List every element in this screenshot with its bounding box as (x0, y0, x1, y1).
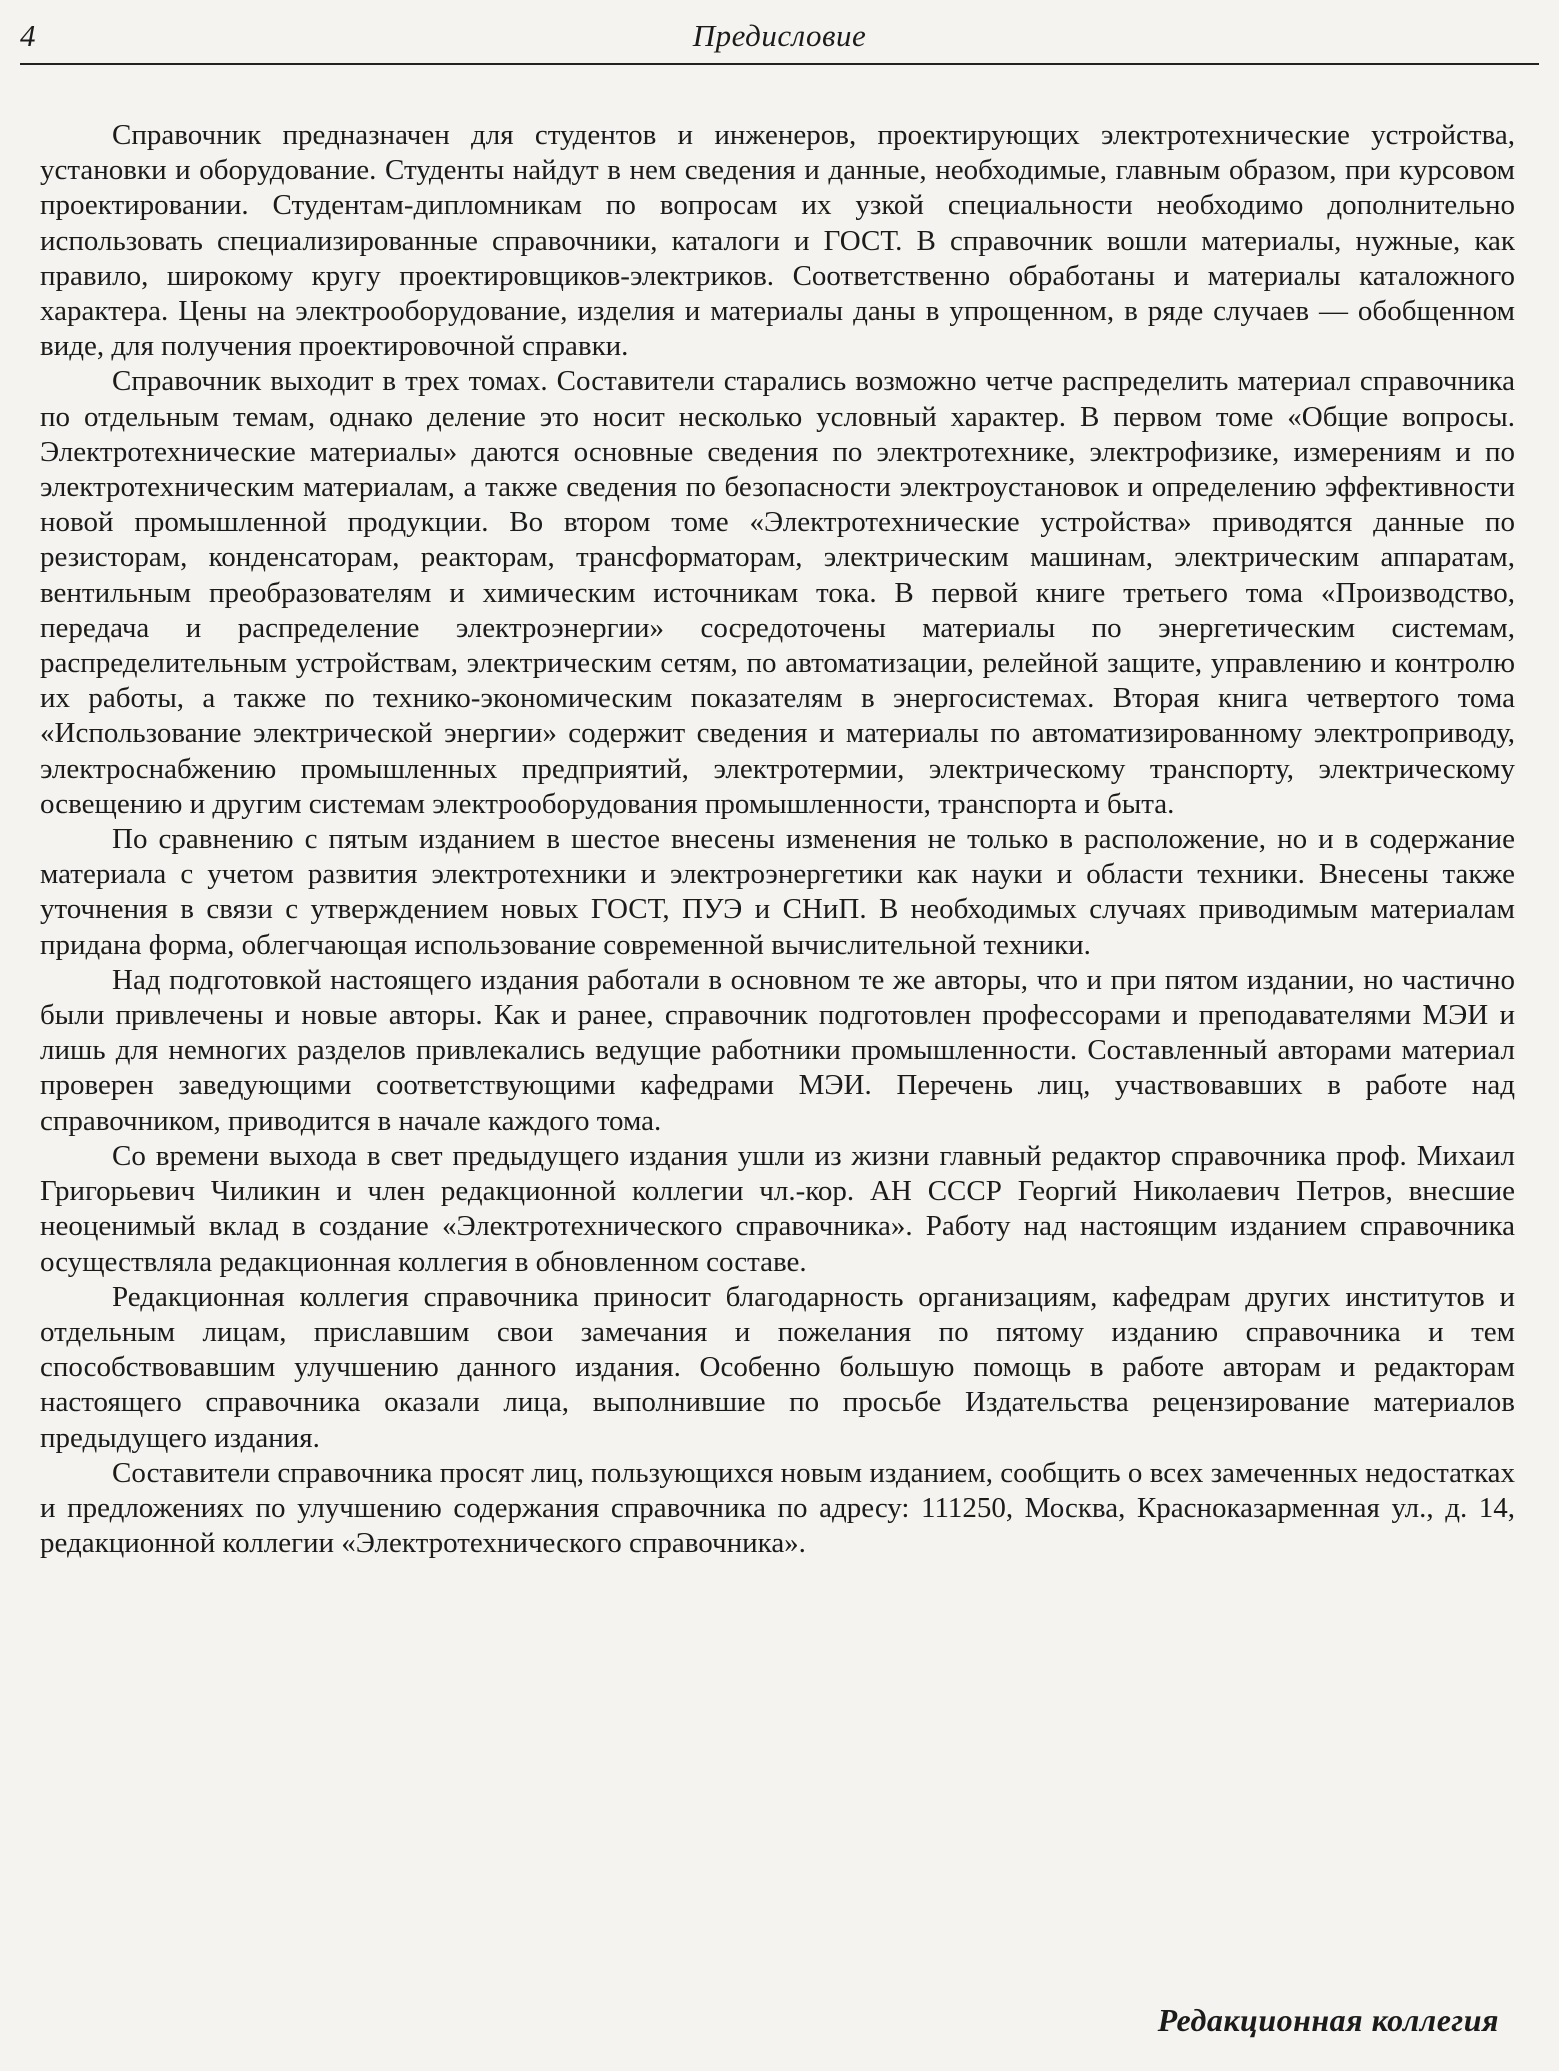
preface-body (40, 118, 1515, 1561)
signature: Редакционная коллегия (1157, 2002, 1499, 2038)
paragraph-thanks: Редакционная коллегия справочника приносит благодарность организациям, кафедрам других институтов и отдельным лицам, приславшим свои замечания и пожелания по пятому изданию справочника и тем способствовавшим улучшению данного издания. Особенно большую помощь в работе авторам и редакторам настоящего справочника оказали лица, выполнившие по просьбе Издательства рецензирование материалов предыдущего издания. (40, 1280, 1515, 1454)
page-header (20, 16, 1539, 56)
paragraph-memoriam: Со времени выхода в свет предыдущего издания ушли из жизни главный редактор справочника проф. Михаил Григорьевич Чиликин и член редакционной коллегии чл.-кор. АН СССР Георгий Николаевич Петров, внесшие неоценимый вклад в создание «Электротехнического справочника». Работу над настоящим изданием справочника осуществляла редакционная коллегия в обновленном составе. (40, 1139, 1515, 1278)
paragraph-feedback: Составители справочника просят лиц, пользующихся новым изданием, сообщить о всех замеченных недостатках и предложениях по улучшению содержания справочника по адресу: 111250, Москва, Красноказарменная ул., д. 14, редакционной коллегии «Электротехнического справочника». (40, 1456, 1515, 1560)
paragraph-purpose: Справочник предназначен для студентов и инженеров, проектирующих электротехнические устройства, установки и оборудование. Студенты найдут в нем сведения и данные, необходимые, главным образом, при курсовом проектировании. Студентам-дипломникам по вопросам их узкой специальности необходимо дополнительно использовать специализированные справочники, каталоги и ГОСТ. В справочник вошли материалы, нужные, как правило, широкому кругу проектировщиков-электриков. Соответственно обработаны и материалы каталожного характера. Цены на электрооборудование, изделия и материалы даны в упрощенном, в ряде случаев — обобщенном виде, для получения проектировочной справки. (40, 119, 1515, 363)
running-title: Предисловие (692, 18, 867, 53)
paragraph-authors: Над подготовкой настоящего издания работали в основном те же авторы, что и при пятом издании, но частично были привлечены и новые авторы. Как и ранее, справочник подготовлен профессорами и преподавателями МЭИ и лишь для немногих разделов привлекались ведущие работники промышленности. Составленный авторами материал проверен заведующими соответствующими кафедрами МЭИ. Перечень лиц, участвовавших в работе над справочником, приводится в начале каждого тома. (40, 963, 1515, 1137)
paragraph-volumes: Справочник выходит в трех томах. Составители старались возможно четче распределить материал справочника по отдельным темам, однако деление это носит несколько условный характер. В первом томе «Общие вопросы. Электротехнические материалы» даются основные сведения по электротехнике, электрофизике, измерениям и по электротехническим материалам, а также сведения по безопасности электроустановок и определению эффективности новой промышленной продукции. Во втором томе «Электротехнические устройства» приводятся данные по резисторам, конденсаторам, реакторам, трансформаторам, электрическим машинам, электрическим аппаратам, вентильным преобразователям и химическим источникам тока. В первой книге третьего тома «Производство, передача и распределение электроэнергии» сосредоточены материалы по энергетическим системам, распределительным устройствам, электрическим сетям, по автоматизации, релейной защите, управлению и контролю их работы, а также по технико-экономическим показателям в энергосистемах. Вторая книга четвертого тома «Использование электрической энергии» содержит сведения и материалы по автоматизированному электроприводу, электроснабжению промышленных предприятий, электротермии, электрическому транспорту, электрическому освещению и другим системам электрооборудования промышленности, транспорта и быта. (40, 365, 1515, 820)
page-number: 4 (20, 18, 36, 53)
header-rule (20, 63, 1539, 65)
paragraph-changes: По сравнению с пятым изданием в шестое внесены изменения не только в расположение, но и в содержание материала с учетом развития электротехники и электроэнергетики как науки и области техники. Внесены также уточнения в связи с утверждением новых ГОСТ, ПУЭ и СНиП. В необходимых случаях приводимым материалам придана форма, облегчающая использование современной вычислительной техники. (40, 823, 1515, 961)
